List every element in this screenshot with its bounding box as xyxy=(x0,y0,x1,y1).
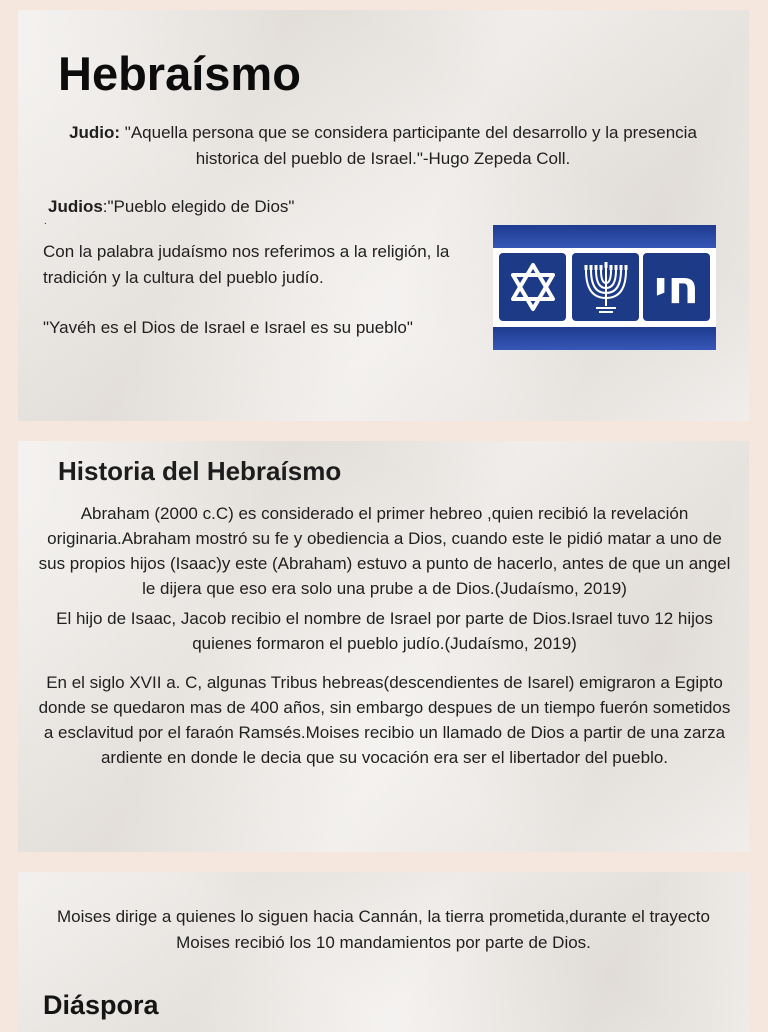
history-paragraph-egipto: En el siglo XVII a. C, algunas Tribus hebreas(descendientes de Isarel) emigraron a Egipto donde se quedaron mas de 400 años, sin embargo despues de un tiempo fuerón sometidos a esclavitud por el faraón Ramsés.Moises recibio un llamado de Dios a partir de una zarza ardiente en donde le decia que su vocación era ser el libertador del pueblo. xyxy=(38,673,731,767)
star-of-david-icon xyxy=(499,253,566,321)
diaspora-card xyxy=(18,872,749,1032)
stray-dot: . xyxy=(44,216,47,227)
intro-card xyxy=(18,10,749,421)
history-paragraph-abraham: Abraham (2000 c.C) es considerado el primer hebreo ,quien recibió la revelación originaria.Abraham mostró su fe y obediencia a Dios, cuando este le pidió matar a uno de sus propios hijos (Isaac)y este (Abraham) estuvo a punto de hacerlo, antes de que un angel le dijera que eso era solo una prube a de Dios.(Judaísmo, 2019) xyxy=(38,504,731,598)
definition-judio-text: "Aquella persona que se considera participante del desarrollo y la presencia historica del pueblo de Israel."-Hugo Zepeda Coll. xyxy=(120,123,697,168)
definition-judio-label: Judio: xyxy=(69,123,121,142)
flag-top-stripe xyxy=(493,225,716,248)
paragraph-yaveh: "Yavéh es el Dios de Israel e Israel es su pueblo" xyxy=(43,318,413,337)
paragraph-judaismo: Con la palabra judaísmo nos referimos a la religión, la tradición y la cultura del pueblo judío. xyxy=(43,242,450,287)
moises-paragraph: Moises dirige a quienes lo siguen hacia Cannán, la tierra prometida,durante el trayecto Moises recibió los 10 mandamientos por parte de Dios. xyxy=(57,907,710,952)
history-paragraph-jacob: El hijo de Isaac, Jacob recibio el nombre de Israel por parte de Dios.Israel tuvo 12 hijos quienes formaron el pueblo judío.(Judaísmo, 2019) xyxy=(56,609,713,653)
definition-judios xyxy=(48,194,294,220)
history-card xyxy=(18,441,749,852)
menorah-icon xyxy=(572,253,639,321)
chai-icon xyxy=(643,253,710,321)
definition-judios-text: :"Pueblo elegido de Dios" xyxy=(102,197,295,216)
flag-bottom-stripe xyxy=(493,327,716,350)
page-title: Hebraísmo xyxy=(58,47,301,100)
diaspora-title: Diáspora xyxy=(43,990,159,1020)
definition-judios-label: Judios xyxy=(48,197,103,216)
history-title: Historia del Hebraísmo xyxy=(58,456,342,486)
jewish-symbols-image xyxy=(493,225,716,350)
definition-judio xyxy=(38,120,728,172)
chai-symbol: חי xyxy=(653,260,700,314)
